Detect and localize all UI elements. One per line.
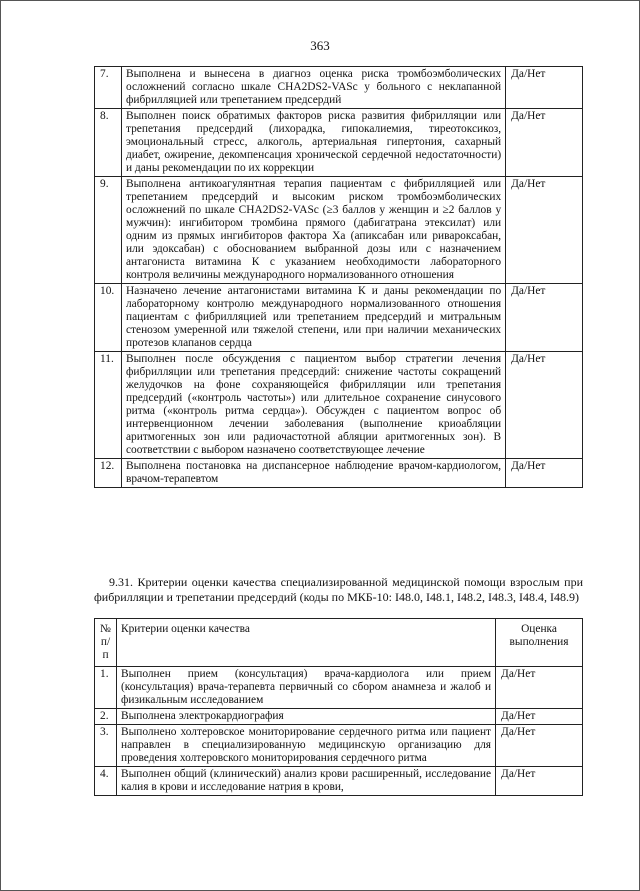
table-row	[95, 177, 583, 284]
table-header-row	[95, 619, 583, 667]
criterion-text: Выполнен общий (клинический) анализ крови расширенный, исследование калия в крови и исследование натрия в крови,	[116, 767, 495, 796]
section-heading: 9.31. Критерии оценки качества специализированной медицинской помощи взрослым при фибрилляции и трепетании предсердий (коды по МКБ-10: I48.0, I48.1, I48.2, I48.3, I48.4, I48.9)	[94, 575, 583, 604]
row-number: 1.	[95, 667, 117, 709]
criterion-text: Выполнена антикоагулянтная терапия пациентам с фибрилляцией или трепетанием предсердий и высоким риском тромбоэмболических осложнений по шкале CHA2DS2-VASc (≥3 баллов у женщин и ≥2 баллов у мужчин): ингибитором тромбина прямого (дабигатрана этексилат) или одним из прямых ингибиторов фактора Ха (апиксабан или ривароксабан, или эдоксабан) с обоснованием выбранной дозы или с назначением антагониста витамина К с указанием необходимости лабораторного контроля величины международного нормализованного отношения	[121, 177, 505, 284]
criterion-text: Выполнен прием (консультация) врача-кардиолога или прием (консультация) врача-терапевта первичный со сбором анамнеза и жалоб и физикальным исследованием	[116, 667, 495, 709]
page-number: 363	[310, 38, 330, 53]
evaluation-value: Да/Нет	[496, 709, 583, 725]
quality-criteria-table	[94, 618, 583, 796]
evaluation-value: Да/Нет	[506, 177, 583, 284]
table-row	[95, 667, 583, 709]
quality-criteria-table-continued	[94, 66, 583, 488]
table-row	[95, 109, 583, 177]
table-row	[95, 352, 583, 459]
criterion-text: Выполнена электрокардиография	[116, 709, 495, 725]
evaluation-value: Да/Нет	[496, 767, 583, 796]
evaluation-value: Да/Нет	[506, 109, 583, 177]
header-criteria: Критерии оценки качества	[116, 619, 495, 667]
table-row	[95, 67, 583, 109]
criterion-text: Выполнен после обсуждения с пациентом выбор стратегии лечения фибрилляции или трепетания предсердий: снижение частоты сокращений желудочков на фоне сохраняющейся фибрилляции или трепетания предсердий («контроль частоты») или длительное сохранение синусового ритма («контроль ритма сердца»). Обсужден с пациентом вопрос об интервенционном лечении заболевания (выполнение криоабляции аритмогенных зон или радиочастотной абляции аритмогенных зон). В соответствии с выбором назначено соответствующее лечение	[121, 352, 505, 459]
row-number: 8.	[95, 109, 122, 177]
criterion-text: Выполнена постановка на диспансерное наблюдение врачом-кардиологом, врачом-терапевтом	[121, 459, 505, 488]
row-number: 9.	[95, 177, 122, 284]
row-number: 2.	[95, 709, 117, 725]
table-row	[95, 459, 583, 488]
table-row	[95, 284, 583, 352]
table-row	[95, 709, 583, 725]
table-row	[95, 725, 583, 767]
header-evaluation: Оценка выполнения	[496, 619, 583, 667]
row-number: 11.	[95, 352, 122, 459]
evaluation-value: Да/Нет	[496, 725, 583, 767]
evaluation-value: Да/Нет	[506, 284, 583, 352]
row-number: 7.	[95, 67, 122, 109]
row-number: 12.	[95, 459, 122, 488]
evaluation-value: Да/Нет	[496, 667, 583, 709]
criterion-text: Выполнено холтеровское мониторирование сердечного ритма или пациент направлен в специализированную медицинскую организацию для проведения холтеровского мониторирования сердечного ритма	[116, 725, 495, 767]
row-number: 3.	[95, 725, 117, 767]
evaluation-value: Да/Нет	[506, 459, 583, 488]
table-row	[95, 767, 583, 796]
evaluation-value: Да/Нет	[506, 67, 583, 109]
row-number: 4.	[95, 767, 117, 796]
criterion-text: Выполнена и вынесена в диагноз оценка риска тромбоэмболических осложнений согласно шкале CHA2DS2-VASc у больного с неклапанной фибрилляцией или трепетанием предсердий	[121, 67, 505, 109]
evaluation-value: Да/Нет	[506, 352, 583, 459]
row-number: 10.	[95, 284, 122, 352]
header-number: № п/п	[95, 619, 117, 667]
criterion-text: Выполнен поиск обратимых факторов риска развития фибрилляции или трепетания предсердий (лихорадка, гипокалиемия, тиреотоксикоз, эмоциональный стресс, алкоголь, артериальная гипертония, сахарный диабет, ожирение, декомпенсация хронической сердечной недостаточности) и даны рекомендации по их коррекции	[121, 109, 505, 177]
criterion-text: Назначено лечение антагонистами витамина К и даны рекомендации по лабораторному контролю международного нормализованного отношения пациентам с фибрилляцией или трепетанием предсердий и митральным стенозом умеренной или тяжелой степени, или при наличии механических протезов клапанов сердца	[121, 284, 505, 352]
